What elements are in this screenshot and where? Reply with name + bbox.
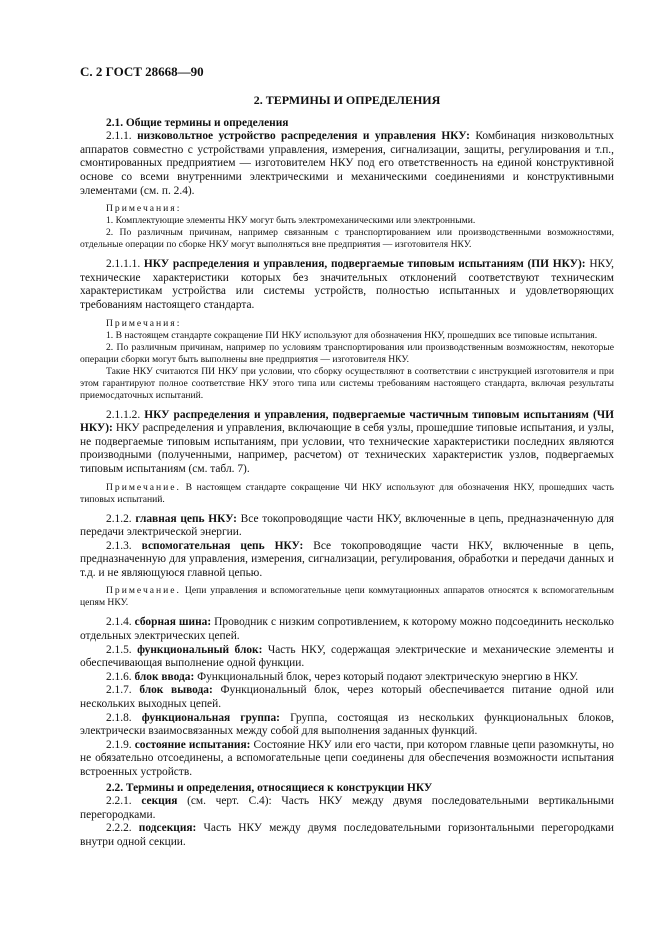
clause-number: 2.1.1.2.	[106, 408, 141, 421]
clause-text: Все токопроводящие части НКУ, включенные в цепь, предназначенную для передачи электрической энергии.	[80, 512, 614, 539]
notes-heading: Примечания:	[106, 203, 182, 215]
clause-text: Комбинация низковольтных аппаратов совместно с устройствами управления, измерения, сигнализации, защиты, регулирования и т.п., смонтированных предприятием — изготовителем НКУ под его ответственность на единой конструктивной основе со всеми внутренними электрическими и механическими соединениями и конструктивными элементами (см. п. 2.4).	[80, 130, 614, 197]
clause-term: секция	[141, 795, 178, 808]
subsection-heading-2-1: 2.1. Общие термины и определения	[106, 116, 289, 129]
clause-2-1-6	[80, 671, 614, 685]
clause-text: Проводник с низким сопротивлением, к которому можно подсоединить несколько отдельных электрических цепей.	[80, 616, 614, 643]
note-item: 1. Комплектующие элементы НКУ могут быть электромеханическими или электронными.	[106, 215, 476, 227]
note-heading: Примечание.	[106, 585, 181, 597]
clause-2-1-2	[80, 513, 614, 540]
clause-term: НКУ распределения и управления, подвергаемые частичным типовым испытаниям (ЧИ НКУ):	[80, 408, 614, 435]
clause-2-1-4	[80, 616, 614, 643]
notes-heading: Примечания:	[106, 317, 182, 329]
clause-term: блок вывода:	[139, 684, 213, 697]
clause-text: Часть НКУ между двумя последовательными горизонтальными перегородками внутри одной секции.	[80, 822, 614, 848]
note-heading: Примечание.	[106, 481, 181, 493]
note-item: 2. По различным причинам, например по условиям транспортирования или производственным возможностям, некоторые операции сборки могут быть выполнены вне предприятия — изготовителя НКУ.	[80, 341, 614, 365]
clause-2-1-8	[80, 712, 614, 739]
clause-number: 2.1.4.	[106, 616, 132, 629]
clause-number: 2.1.5.	[106, 643, 132, 656]
clause-number: 2.1.6.	[106, 670, 132, 683]
page-header: С. 2 ГОСТ 28668—90	[80, 64, 204, 79]
clause-term: сборная шина:	[134, 616, 212, 629]
note-text: Цепи управления и вспомогательные цепи коммутационных аппаратов относятся к вспомогательным цепям НКУ.	[80, 585, 614, 609]
page-content	[80, 94, 614, 850]
clause-term: подсекция:	[138, 822, 197, 835]
clause-2-2-2	[80, 822, 614, 849]
clause-2-2-1	[80, 795, 614, 822]
clause-text: Группа, состоящая из нескольких функциональных блоков, электрически взаимосвязанных между собой для выполнения заданных функций.	[80, 711, 614, 738]
clause-term: блок ввода:	[134, 670, 195, 683]
clause-number: 2.2.2.	[106, 822, 132, 835]
clause-number: 2.2.1.	[106, 795, 132, 808]
clause-text: НКУ распределения и управления, включающие в себя узлы, прошедшие типовые испытания, и узлы, не подвергаемые типовым испытаниям, при условии, что технические характеристики последних являются производными (полученными, например, расчетом) от технических характеристик узлов, подвергаемых типовым испытаниям (см. табл. 7).	[80, 422, 614, 475]
note-item: Такие НКУ считаются ПИ НКУ при условии, что сборку осуществляют в соответствии с инструкцией изготовителя и при этом гарантируют полное соответствие НКУ этого типа или системы требованиям настоящего стандарта, включая результаты приемосдаточных испытаний.	[80, 365, 614, 401]
clause-number: 2.1.9.	[106, 738, 132, 751]
clause-number: 2.1.2.	[106, 512, 132, 525]
clause-number: 2.1.8.	[106, 711, 132, 724]
clause-term: низковольтное устройство распределения и управления НКУ:	[137, 130, 470, 143]
clause-2-1-7	[80, 684, 614, 711]
clause-term: функциональный блок:	[137, 643, 263, 656]
clause-text: Часть НКУ, содержащая электрические и механические элементы и обеспечивающая выполнение одной функции.	[80, 643, 615, 670]
clause-2-1-1-2	[80, 409, 614, 477]
note-paragraph	[80, 585, 614, 609]
clause-text: Функциональный блок, через который обеспечивается питание одной или нескольких выходных цепей.	[80, 684, 614, 711]
clause-term: вспомогательная цепь НКУ:	[141, 539, 304, 552]
clause-number: 2.1.7.	[106, 684, 132, 697]
note-item: 2. По различным причинам, например связанным с транспортированием или производственными возможностями, отдельные операции по сборке НКУ могут выполняться вне предприятия — изготовителя НКУ.	[80, 227, 614, 251]
subsection-heading-2-2: 2.2. Термины и определения, относящиеся к конструкции НКУ	[106, 781, 433, 794]
note-paragraph	[80, 482, 614, 506]
clause-term: состояние испытания:	[134, 738, 251, 751]
clause-text: Функциональный блок, через который подают электрическую энергию в НКУ.	[194, 670, 579, 683]
clause-2-1-5	[80, 644, 614, 671]
clause-2-1-3	[80, 540, 614, 581]
clause-number: 2.1.3.	[106, 539, 132, 552]
clause-term: главная цепь НКУ:	[135, 512, 237, 525]
clause-text: (см. черт. С.4): Часть НКУ между двумя последовательными вертикальными перегородками.	[80, 795, 614, 821]
clause-text: Состояние НКУ или его части, при котором главные цепи разомкнуты, но не обязательно отсоединены, а вспомогательные цепи соединены для обеспечения возможности испытания встроенных устройств.	[80, 738, 614, 778]
clause-number: 2.1.1.1.	[106, 258, 141, 271]
note-text: В настоящем стандарте сокращение ЧИ НКУ используют для обозначения НКУ, прошедших часть типовых испытаний.	[80, 481, 614, 505]
clause-number: 2.1.1.	[106, 130, 132, 143]
clause-text: НКУ, технические характеристики которых без значительных отклонений соответствуют техническим характеристикам устройства или системы устройств, полностью испытанных и удовлетворяющих требованиям настоящего стандарта.	[80, 258, 614, 311]
clause-term: НКУ распределения и управления, подвергаемые типовым испытаниям (ПИ НКУ):	[143, 258, 586, 271]
note-item: 1. В настоящем стандарте сокращение ПИ НКУ используют для обозначения НКУ, прошедших все типовые испытания.	[106, 329, 598, 341]
clause-2-1-9	[80, 739, 614, 780]
clause-2-1-1	[80, 130, 614, 198]
clause-term: функциональная группа:	[141, 711, 280, 724]
clause-2-1-1-1	[80, 258, 614, 312]
section-title: 2. ТЕРМИНЫ И ОПРЕДЕЛЕНИЯ	[253, 93, 441, 107]
clause-text: Все токопроводящие части НКУ, включенные в цепь, предназначенную для управления, измерения, сигнализации, регулирования, обработки и передачи данных и т.д. и не являющуюся главной цепью.	[80, 539, 614, 579]
